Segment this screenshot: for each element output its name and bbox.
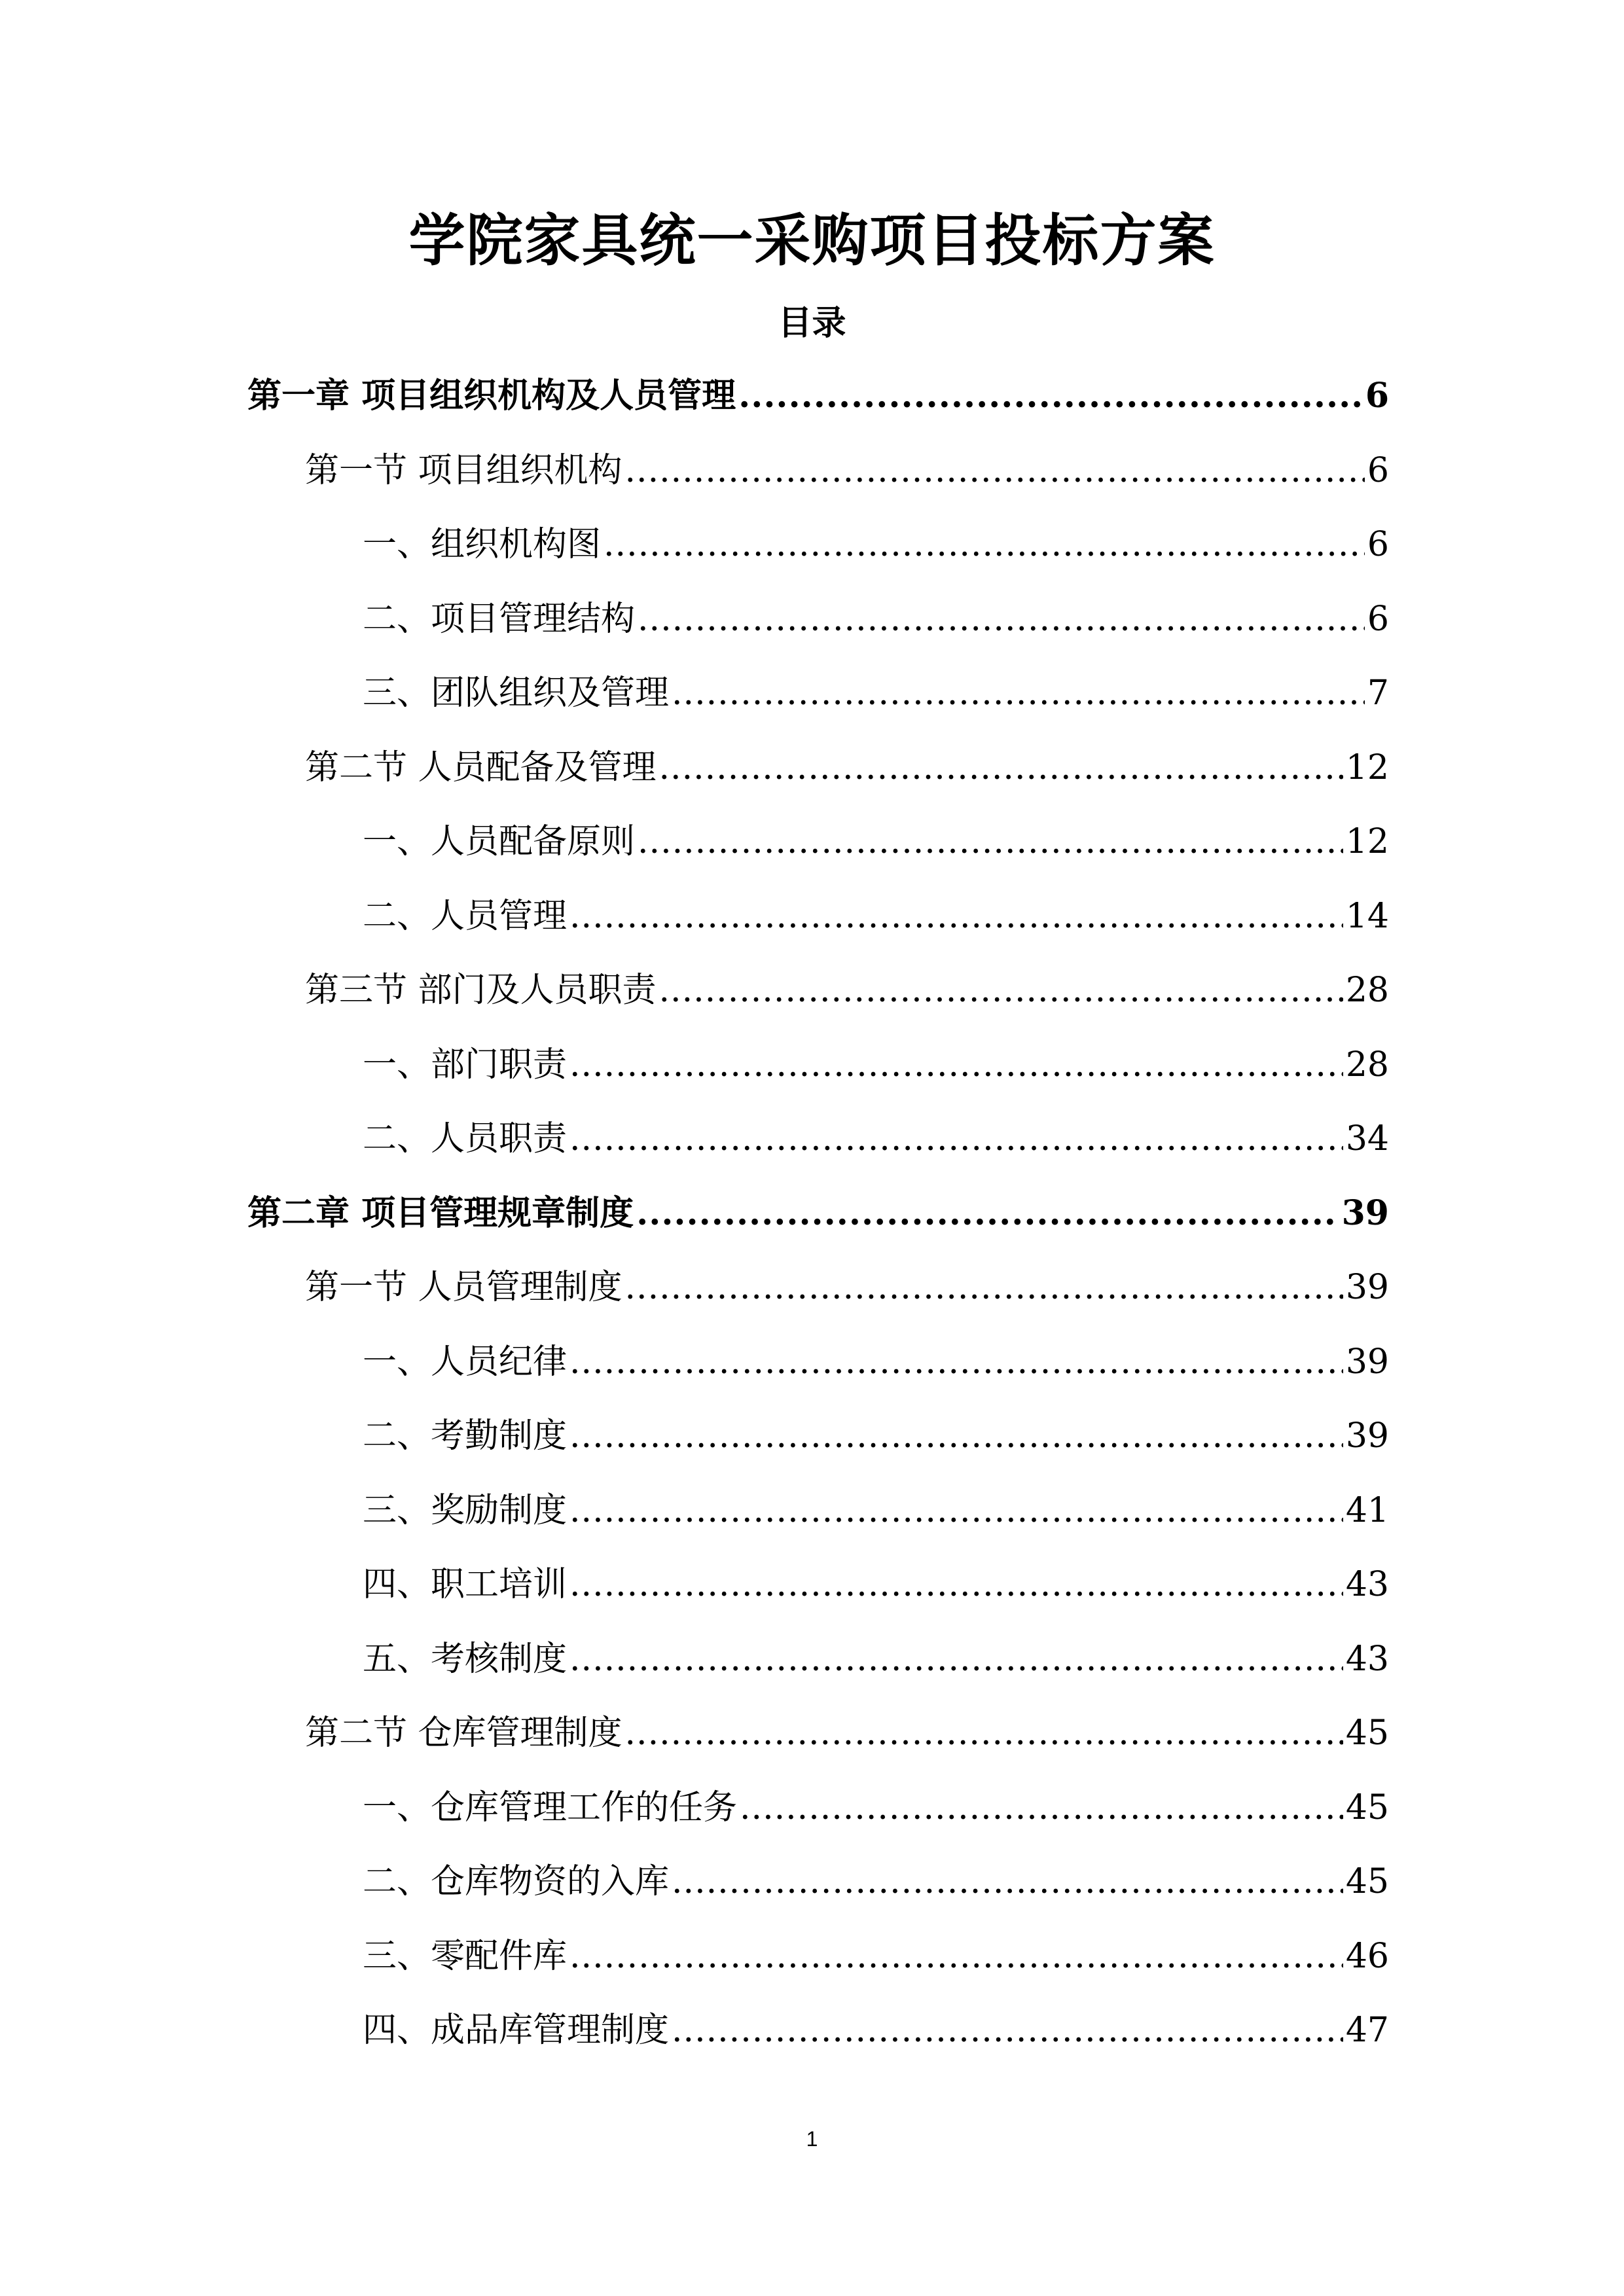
- toc-dot-leader: [569, 887, 1343, 946]
- toc-entry-subsection[interactable]: [363, 1630, 1389, 1689]
- toc-dot-leader: [569, 1630, 1343, 1689]
- toc-entry-subsection[interactable]: [363, 1852, 1389, 1911]
- toc-entry-page-number: 39: [1345, 1342, 1389, 1382]
- toc-entry-subsection[interactable]: [363, 515, 1389, 574]
- toc-entry-page-number: 34: [1345, 1119, 1389, 1158]
- toc-entry-subsection[interactable]: [363, 664, 1389, 723]
- toc-entry-subsection[interactable]: [363, 1927, 1389, 1986]
- page-number: 1: [806, 2127, 818, 2151]
- toc-entry-page-number: 45: [1345, 1787, 1389, 1827]
- toc-entry-title: 第二节 人员配备及管理: [305, 747, 657, 787]
- document-title: 学院家具统一采购项目投标方案: [408, 207, 1216, 274]
- toc-dot-leader: [625, 441, 1365, 500]
- toc-entry-title: 二、考勤制度: [363, 1416, 568, 1456]
- toc-entry-page-number: 41: [1345, 1490, 1389, 1530]
- toc-entry-subsection[interactable]: [363, 590, 1389, 649]
- toc-entry-page-number: 47: [1345, 2011, 1389, 2050]
- toc-dot-leader: [569, 1927, 1343, 1986]
- toc-entry-page-number: 28: [1345, 971, 1389, 1010]
- toc-entry-page-number: 28: [1345, 1045, 1389, 1085]
- toc-entry-page-number: 45: [1345, 1713, 1389, 1753]
- toc-entry-page-number: 12: [1345, 822, 1389, 861]
- toc-dot-leader: [740, 1778, 1343, 1837]
- toc-dot-leader: [569, 1035, 1343, 1094]
- toc-entry-title: 一、人员纪律: [363, 1342, 568, 1382]
- toc-entry-title: 一、仓库管理工作的任务: [363, 1787, 738, 1827]
- toc-entry-title: 三、零配件库: [363, 1936, 568, 1976]
- toc-entry-title: 一、人员配备原则: [363, 822, 636, 861]
- toc-entry-section[interactable]: [305, 1258, 1389, 1317]
- toc-dot-leader: [672, 2001, 1343, 2060]
- toc-entry-title: 第一节 人员管理制度: [305, 1268, 623, 1307]
- toc-entry-page-number: 43: [1345, 1565, 1389, 1604]
- toc-entry-title: 二、人员职责: [363, 1119, 568, 1158]
- toc-entry-page-number: 6: [1367, 450, 1389, 490]
- toc-entry-title: 二、仓库物资的入库: [363, 1862, 670, 1901]
- toc-entry-title: 第二节 仓库管理制度: [305, 1713, 623, 1753]
- toc-entry-subsection[interactable]: [363, 1333, 1389, 1391]
- toc-entry-title: 一、部门职责: [363, 1045, 568, 1085]
- toc-dot-leader: [625, 1704, 1343, 1763]
- toc-entry-subsection[interactable]: [363, 812, 1389, 871]
- toc-entry-page-number: 6: [1367, 525, 1389, 564]
- toc-entry-subsection[interactable]: [363, 887, 1389, 946]
- toc-entry-chapter[interactable]: [247, 1184, 1389, 1243]
- toc-entry-page-number: 39: [1341, 1193, 1389, 1233]
- toc-entry-title: 二、人员管理: [363, 896, 568, 936]
- toc-dot-leader: [625, 1258, 1343, 1317]
- toc-entry-page-number: 46: [1345, 1936, 1389, 1976]
- toc-dot-leader: [672, 664, 1365, 723]
- toc-dot-leader: [659, 738, 1343, 797]
- toc-entry-section[interactable]: [305, 738, 1389, 797]
- toc-entry-title: 四、职工培训: [363, 1565, 568, 1604]
- toc-dot-leader: [638, 812, 1343, 871]
- toc-entry-chapter[interactable]: [247, 367, 1389, 425]
- toc-dot-leader: [636, 1184, 1339, 1243]
- toc-entry-title: 五、考核制度: [363, 1639, 568, 1679]
- toc-dot-leader: [569, 1481, 1343, 1540]
- toc-entry-subsection[interactable]: [363, 1778, 1389, 1837]
- toc-dot-leader: [569, 1555, 1343, 1614]
- toc-entry-subsection[interactable]: [363, 1481, 1389, 1540]
- toc-entry-page-number: 7: [1367, 673, 1389, 713]
- table-of-contents: [0, 367, 1624, 2094]
- toc-entry-page-number: 6: [1367, 599, 1389, 639]
- toc-entry-subsection[interactable]: [363, 1109, 1389, 1168]
- toc-entry-subsection[interactable]: [363, 1407, 1389, 1465]
- toc-entry-page-number: 43: [1345, 1639, 1389, 1679]
- toc-entry-page-number: 39: [1345, 1268, 1389, 1307]
- toc-entry-title: 一、组织机构图: [363, 525, 602, 564]
- toc-entry-page-number: 45: [1345, 1862, 1389, 1901]
- toc-dot-leader: [638, 590, 1365, 649]
- toc-entry-subsection[interactable]: [363, 1035, 1389, 1094]
- toc-entry-title: 三、奖励制度: [363, 1490, 568, 1530]
- toc-dot-leader: [569, 1407, 1343, 1465]
- toc-entry-page-number: 6: [1365, 376, 1389, 416]
- toc-entry-section[interactable]: [305, 441, 1389, 500]
- toc-entry-title: 第一章 项目组织机构及人员管理: [247, 376, 736, 416]
- toc-dot-leader: [672, 1852, 1343, 1911]
- toc-dot-leader: [659, 961, 1343, 1020]
- toc-entry-title: 第三节 部门及人员职责: [305, 971, 657, 1010]
- toc-entry-section[interactable]: [305, 961, 1389, 1020]
- toc-entry-page-number: 14: [1345, 896, 1389, 936]
- toc-entry-subsection[interactable]: [363, 1555, 1389, 1614]
- toc-entry-title: 二、项目管理结构: [363, 599, 636, 639]
- toc-dot-leader: [569, 1333, 1343, 1391]
- toc-dot-leader: [738, 367, 1363, 425]
- toc-entry-title: 第二章 项目管理规章制度: [247, 1193, 634, 1233]
- toc-dot-leader: [604, 515, 1365, 574]
- toc-entry-subsection[interactable]: [363, 2001, 1389, 2060]
- toc-entry-title: 第一节 项目组织机构: [305, 450, 623, 490]
- toc-entry-page-number: 39: [1345, 1416, 1389, 1456]
- toc-entry-section[interactable]: [305, 1704, 1389, 1763]
- toc-entry-title: 四、成品库管理制度: [363, 2011, 670, 2050]
- toc-dot-leader: [569, 1109, 1343, 1168]
- toc-entry-page-number: 12: [1345, 747, 1389, 787]
- toc-entry-title: 三、团队组织及管理: [363, 673, 670, 713]
- toc-heading: 目录: [778, 303, 846, 343]
